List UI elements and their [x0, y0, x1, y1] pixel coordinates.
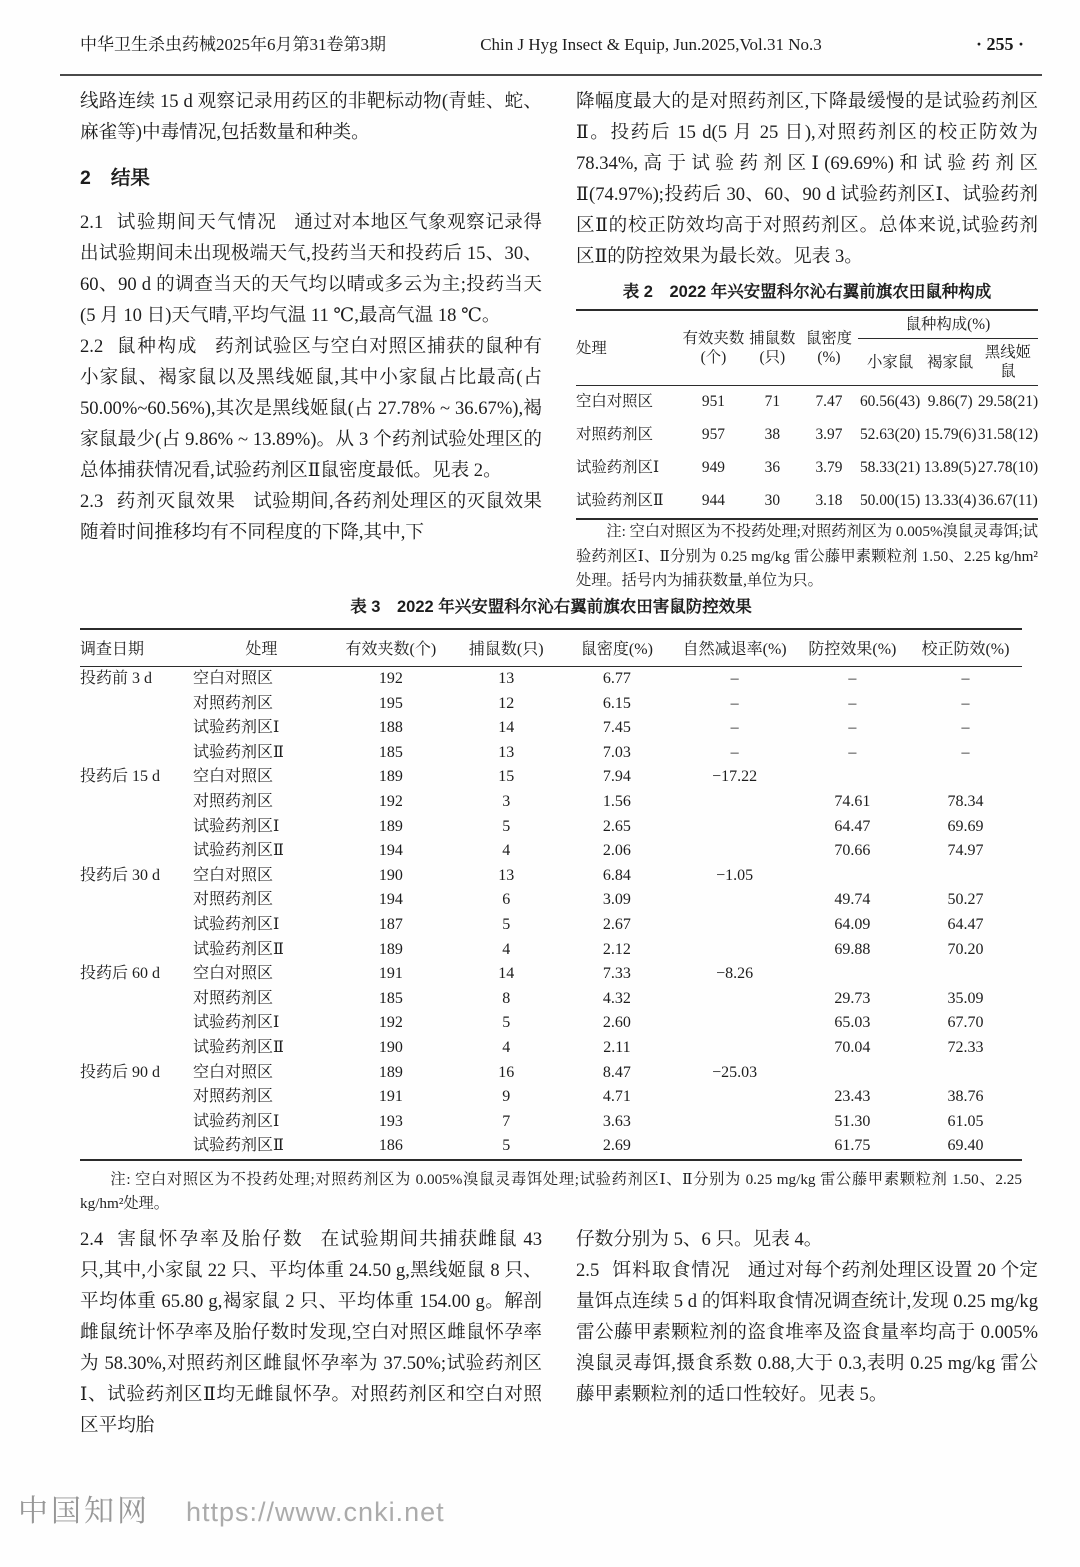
- table-row: [80, 888, 1022, 913]
- continuation-paragraph: 仔数分别为 5、6 只。见表 4。: [576, 1229, 823, 1250]
- table-cell: –: [848, 743, 857, 761]
- table-cell: [673, 913, 795, 938]
- section-2-3: [80, 486, 542, 548]
- table-cell: [673, 1036, 795, 1061]
- column-top-right: [576, 86, 1038, 594]
- section-text: 通过对每个药剂处理区设置 20 个定量饵点连续 5 d 的饵料取食情况调查统计,发现 0.25 mg/kg 雷公藤甲素颗粒剂的盗食堆率及盗食量率均高于 0.005%溴鼠灵毒饵,摄食系数 0.88,大于 0.3,表明 0.25 mg/kg 雷公藤甲素颗粒剂的适口性较好。见表 5。: [576, 1260, 1038, 1405]
- table-cell: 3.09: [602, 891, 631, 909]
- table-cell: 14: [498, 719, 515, 737]
- table-cell: 64.47: [947, 915, 984, 933]
- table-cell: 13: [498, 670, 515, 687]
- table-cell: 69.88: [834, 940, 871, 958]
- table-cell: [80, 1036, 193, 1061]
- table-row: [80, 790, 1022, 815]
- table-cell: 3.63: [602, 1112, 631, 1130]
- table-cell: 27.78(10): [977, 459, 1039, 476]
- column-group-header: 鼠种构成(%): [858, 310, 1038, 339]
- table-cell: 试验药剂区Ⅰ: [193, 1014, 280, 1032]
- table-cell: 193: [378, 1112, 403, 1130]
- table2-block: [576, 281, 1038, 594]
- section-text: 试验期间,各药剂处理区的灭鼠效果随着时间推移均有不同程度的下降,其中,下: [80, 491, 542, 543]
- table-cell: 4.32: [602, 989, 631, 1007]
- table-cell: [80, 741, 193, 766]
- table-cell: 7.33: [602, 965, 631, 983]
- column-top-left: [80, 86, 542, 548]
- table2-note: 注: 空白对照区为不投药处理;对照药剂区为 0.005%溴鼠灵毒饵;试验药剂区Ⅰ、Ⅱ分别为 0.25 mg/kg 雷公藤甲素颗粒剂 1.50、2.25 kg/hm²处理。括号内为捕获数量,单位为只。: [576, 523, 1038, 589]
- table-cell: 52.63(20): [859, 426, 921, 443]
- table-cell: 2.12: [602, 940, 631, 958]
- table-cell: –: [848, 719, 857, 737]
- table-cell: 对照药剂区: [193, 792, 274, 810]
- header-rule: [60, 74, 1042, 76]
- table-cell: 9: [502, 1088, 511, 1106]
- table-cell: 14: [498, 965, 515, 983]
- table-cell: 空白对照区: [576, 386, 682, 420]
- table-cell: 对照药剂区: [193, 989, 274, 1007]
- table-cell: 投药后 15 d: [80, 768, 161, 786]
- table-cell: 试验药剂区Ⅱ: [193, 842, 284, 860]
- table-cell: 试验药剂区Ⅰ: [193, 915, 280, 933]
- table-cell: 194: [378, 842, 403, 860]
- table-cell: [673, 938, 795, 963]
- section-number: 2.5: [576, 1260, 600, 1281]
- table-cell: –: [961, 719, 970, 737]
- table-cell: 空白对照区: [193, 965, 274, 983]
- table2: [576, 309, 1038, 520]
- table-cell: 投药前 3 d: [80, 670, 153, 687]
- column-header: 鼠密度(%): [560, 629, 673, 667]
- table-cell: 空白对照区: [193, 1063, 274, 1081]
- table-cell: 957: [701, 426, 725, 443]
- table-cell: 2.06: [602, 842, 631, 860]
- table-row: [80, 839, 1022, 864]
- section-number: 2.2: [80, 336, 104, 357]
- table-cell: 70.04: [834, 1038, 871, 1056]
- table-cell: 187: [378, 915, 403, 933]
- table-cell: [909, 962, 1022, 987]
- table-cell: –: [848, 694, 857, 712]
- table-cell: [909, 864, 1022, 889]
- heading-title: 结果: [110, 167, 150, 189]
- table-cell: 67.70: [947, 1014, 984, 1032]
- table-cell: 195: [378, 694, 403, 712]
- table-row: [576, 452, 1038, 485]
- table-cell: 13.89(5): [923, 459, 977, 476]
- table-cell: 64.09: [834, 915, 871, 933]
- table-cell: 61.75: [834, 1137, 871, 1155]
- table2-title: 表 2 2022 年兴安盟科尔沁右翼前旗农田鼠种构成: [622, 283, 992, 301]
- table-cell: [673, 987, 795, 1012]
- table-cell: 70.66: [834, 842, 871, 860]
- table-row: [80, 1134, 1022, 1160]
- table-cell: 31.58(12): [977, 426, 1039, 443]
- table-cell: [673, 815, 795, 840]
- table-cell: 29.58(21): [978, 386, 1038, 420]
- table-cell: 对照药剂区: [576, 426, 653, 443]
- column-header: 调查日期: [80, 629, 193, 667]
- table-cell: 38: [764, 426, 781, 443]
- table-cell: [796, 962, 909, 987]
- table-cell: 78.34: [947, 792, 984, 810]
- table-cell: 投药后 60 d: [80, 965, 161, 983]
- table-row: [80, 938, 1022, 963]
- table-cell: 3.79: [815, 459, 843, 476]
- table-cell: –: [961, 743, 970, 761]
- table-cell: 7.03: [602, 743, 631, 761]
- table-row: [80, 765, 1022, 790]
- table2-body: [576, 386, 1038, 520]
- table-cell: 16: [498, 1063, 515, 1081]
- column-header: 防控效果(%): [796, 629, 909, 667]
- running-head: [80, 30, 1024, 55]
- table-cell: [80, 839, 193, 864]
- table-cell: 4: [502, 940, 511, 958]
- table-cell: [80, 716, 193, 741]
- table-cell: 2.11: [603, 1038, 631, 1056]
- table-cell: 49.74: [834, 891, 871, 909]
- table-cell: 192: [378, 792, 403, 810]
- table-cell: 58.33(21): [859, 459, 921, 476]
- table-cell: –: [730, 694, 739, 712]
- section-text: 通过对本地区气象观察记录得出试验期间未出现极端天气,投药当天和投药后 15、30、60、90 d 的调查当天的天气均以晴或多云为主;投药当天(5 月 10 日)天气晴,平均气温 11 ℃,最高气温 18 ℃。: [80, 212, 542, 326]
- table-cell: 13: [498, 743, 515, 761]
- table-cell: 试验药剂区Ⅱ: [193, 743, 284, 761]
- table-cell: 1.56: [602, 792, 631, 810]
- section-title: 试验期间天气情况: [116, 212, 278, 233]
- table-cell: 5: [502, 1137, 511, 1155]
- column-header: 褐家鼠: [927, 353, 974, 371]
- table-cell: 试验药剂区Ⅱ: [193, 1038, 284, 1056]
- table2-header: [576, 310, 1038, 386]
- table-row: [80, 716, 1022, 741]
- table-row: [80, 987, 1022, 1012]
- table-cell: 2.67: [602, 915, 631, 933]
- table-cell: 4: [502, 842, 511, 860]
- cnki-watermark: [18, 1486, 445, 1530]
- column-bottom-left: [80, 1224, 542, 1441]
- table-cell: 64.47: [834, 817, 871, 835]
- table-cell: –: [961, 694, 970, 712]
- table-cell: 试验药剂区Ⅱ: [576, 492, 664, 509]
- table-cell: 3: [502, 792, 511, 810]
- journal-title-cn: 中华卫生杀虫药械2025年6月第31卷第3期: [80, 35, 386, 54]
- table-cell: 192: [378, 670, 403, 687]
- table-row: [80, 1085, 1022, 1110]
- table-cell: [909, 765, 1022, 790]
- table3-title: 表 3 2022 年兴安盟科尔沁右翼前旗农田害鼠防控效果: [350, 598, 752, 616]
- table-cell: 949: [701, 459, 725, 476]
- table-cell: [673, 1134, 795, 1160]
- table-cell: 74.97: [947, 842, 984, 860]
- table-cell: 188: [378, 719, 403, 737]
- table-cell: 2.60: [602, 1014, 631, 1032]
- column-header: 处理: [576, 339, 607, 357]
- table-cell: 189: [378, 940, 403, 958]
- table-cell: 2.65: [602, 817, 631, 835]
- column-header: 处理: [193, 629, 330, 667]
- section-2-4: [80, 1224, 542, 1441]
- table-cell: [80, 790, 193, 815]
- table-row: [576, 386, 1038, 420]
- table-cell: 试验药剂区Ⅰ: [193, 817, 280, 835]
- table-cell: 5: [502, 817, 511, 835]
- table-cell: 试验药剂区Ⅰ: [193, 719, 280, 737]
- table-cell: 191: [378, 965, 403, 983]
- section-2-1: [80, 207, 542, 331]
- table-cell: 6.84: [602, 866, 631, 884]
- table-cell: 60.56(43): [858, 386, 923, 420]
- table-cell: 50.00(15): [859, 492, 921, 509]
- table-cell: 36.67(11): [978, 492, 1038, 509]
- column-header: 校正防效(%): [909, 629, 1022, 667]
- table-cell: 7: [502, 1112, 511, 1130]
- table-row: [80, 1110, 1022, 1135]
- table-cell: 65.03: [834, 1014, 871, 1032]
- section-number: 2.1: [80, 212, 104, 233]
- column-header: 有效夹数(个): [330, 629, 452, 667]
- table-cell: 对照药剂区: [193, 1088, 274, 1106]
- column-header: 自然减退率(%): [673, 629, 795, 667]
- table-cell: 6.15: [602, 694, 631, 712]
- table-cell: 试验药剂区Ⅱ: [193, 940, 284, 958]
- table-cell: 30: [764, 492, 781, 509]
- table-cell: 4: [502, 1038, 511, 1056]
- table-cell: 192: [378, 1014, 403, 1032]
- table-cell: [80, 987, 193, 1012]
- table-cell: 72.33: [947, 1038, 984, 1056]
- table-cell: 投药后 30 d: [80, 866, 161, 884]
- section-title: 饵料取食情况: [612, 1260, 731, 1281]
- table3: [80, 628, 1022, 1161]
- table-cell: [796, 1061, 909, 1086]
- table-cell: [80, 888, 193, 913]
- table-cell: [80, 1011, 193, 1036]
- table-cell: 13.33(4): [923, 492, 977, 509]
- section-text: 在试验期间共捕获雌鼠 43 只,其中,小家鼠 22 只、平均体重 24.50 g,黑线姬鼠 8 只、平均体重 65.80 g,褐家鼠 2 只、平均体重 154.00 g。解剖雌鼠统计怀孕率及胎仔数时发现,空白对照区雌鼠怀孕率为 58.30%,对照药剂区雌鼠怀孕率为 37.50%;试验药剂区Ⅰ、试验药剂区Ⅱ均无雌鼠怀孕。对照药剂区和空白对照区平均胎: [80, 1229, 542, 1436]
- table-cell: [80, 1110, 193, 1135]
- table-cell: 试验药剂区Ⅰ: [193, 1112, 280, 1130]
- table-cell: 15.79(6): [923, 426, 977, 443]
- table-cell: [80, 692, 193, 717]
- table-row: [80, 913, 1022, 938]
- table3-header: [80, 629, 1022, 667]
- table-cell: 试验药剂区Ⅰ: [576, 459, 660, 476]
- table-row: [80, 1061, 1022, 1086]
- table-cell: [80, 938, 193, 963]
- table-cell: 189: [378, 817, 403, 835]
- table-cell: 189: [378, 768, 403, 786]
- table-cell: 空白对照区: [193, 866, 274, 884]
- table-cell: 3.97: [815, 426, 843, 443]
- table-cell: 对照药剂区: [193, 694, 274, 712]
- section-2-2: [80, 331, 542, 486]
- page-number: · 255 ·: [975, 34, 1024, 54]
- table-row: [80, 1011, 1022, 1036]
- table-cell: 190: [378, 866, 403, 884]
- table-cell: 61.05: [947, 1112, 984, 1130]
- table-cell: 8.47: [602, 1063, 631, 1081]
- table-cell: [673, 839, 795, 864]
- table-cell: 36: [764, 459, 781, 476]
- column-header: 鼠密度(%): [805, 330, 853, 366]
- table-row: [80, 667, 1022, 692]
- table-cell: 69.40: [947, 1137, 984, 1155]
- table-cell: 9.86(7): [922, 386, 977, 420]
- continuation-paragraph: 线路连续 15 d 观察记录用药区的非靶标动物(青蛙、蛇、麻雀等)中毒情况,包括数量和种类。: [80, 91, 542, 143]
- table-cell: 185: [378, 743, 403, 761]
- table-cell: –: [848, 670, 857, 687]
- section-text: 药剂试验区与空白对照区捕获的鼠种有小家鼠、褐家鼠以及黑线姬鼠,其中小家鼠占比最高(占 50.00%~60.56%),其次是黑线姬鼠(占 27.78% ~ 36.67%),褐家鼠最少(占 9.86% ~ 13.89%)。从 3 个药剂试验处理区的总体捕获情况看,试验药剂区Ⅱ鼠密度最低。见表 2。: [80, 336, 542, 481]
- table-cell: 51.30: [834, 1112, 871, 1130]
- table-cell: 13: [498, 866, 515, 884]
- column-bottom-right: [576, 1224, 1038, 1410]
- table-cell: 7.47: [800, 386, 858, 420]
- table-cell: 71: [745, 386, 800, 420]
- table-cell: −25.03: [712, 1063, 758, 1081]
- table-cell: 23.43: [834, 1088, 871, 1106]
- section-number: 2.4: [80, 1229, 104, 1250]
- table-cell: –: [730, 719, 739, 737]
- heading-number: 2: [80, 167, 91, 189]
- table-row: [576, 419, 1038, 452]
- table-cell: 6.77: [602, 670, 631, 687]
- column-header: 捕鼠数(只): [749, 330, 796, 366]
- table-cell: [796, 864, 909, 889]
- table-cell: 191: [378, 1088, 403, 1106]
- cnki-url: https://www.cnki.net: [186, 1497, 445, 1527]
- table-cell: 空白对照区: [193, 768, 274, 786]
- table-cell: 69.69: [947, 817, 984, 835]
- table3-block: [80, 596, 1022, 1217]
- table-row: [80, 741, 1022, 766]
- table-row: [80, 864, 1022, 889]
- table-cell: [80, 815, 193, 840]
- table-row: [80, 692, 1022, 717]
- section-title: 害鼠怀孕率及胎仔数: [116, 1229, 304, 1250]
- table-row: [80, 1036, 1022, 1061]
- table-cell: 12: [498, 694, 515, 712]
- table-cell: 74.61: [834, 792, 871, 810]
- column-header: 小家鼠: [867, 353, 914, 371]
- table-cell: 7.45: [602, 719, 631, 737]
- column-header: 捕鼠数(只): [452, 629, 560, 667]
- section-title: 药剂灭鼠效果: [116, 491, 237, 512]
- table-cell: 8: [502, 989, 511, 1007]
- table-cell: [796, 765, 909, 790]
- column-header: 黑线姬鼠: [984, 344, 1032, 380]
- table-cell: –: [730, 670, 739, 687]
- table-cell: 2.69: [602, 1137, 631, 1155]
- table-cell: 空白对照区: [193, 670, 274, 687]
- table-cell: 5: [502, 915, 511, 933]
- section-heading-results: [80, 163, 542, 194]
- cnki-brand: 中国知网: [18, 1495, 150, 1528]
- table-cell: 951: [682, 386, 744, 420]
- table-cell: [80, 913, 193, 938]
- table-cell: 186: [378, 1137, 403, 1155]
- table-cell: −17.22: [712, 768, 758, 786]
- table-cell: [673, 888, 795, 913]
- table-cell: [673, 1011, 795, 1036]
- table-cell: [80, 1085, 193, 1110]
- continuation-paragraph: 降幅度最大的是对照药剂区,下降最缓慢的是试验药剂区Ⅱ。投药后 15 d(5 月 25 日),对照药剂区的校正防效为 78.34%,高于试验药剂区Ⅰ(69.69%)和试验药剂区Ⅱ(74.97%);投药后 30、60、90 d 试验药剂区Ⅰ、试验药剂区Ⅱ的校正防效均高于对照药剂区。总体来说,试验药剂区Ⅱ的防控效果为最长效。见表 3。: [576, 91, 1038, 267]
- table3-body: [80, 667, 1022, 1160]
- table-cell: 194: [378, 891, 403, 909]
- table-cell: –: [961, 670, 970, 687]
- table-cell: [673, 1110, 795, 1135]
- table-row: [80, 815, 1022, 840]
- table-cell: 35.09: [947, 989, 984, 1007]
- table-row: [80, 962, 1022, 987]
- table-cell: [673, 1085, 795, 1110]
- table-cell: 70.20: [947, 940, 984, 958]
- table-cell: −8.26: [716, 965, 754, 983]
- table-row: [576, 485, 1038, 519]
- table-cell: 15: [498, 768, 515, 786]
- table-cell: 29.73: [834, 989, 871, 1007]
- table-cell: 7.94: [602, 768, 631, 786]
- table-cell: 189: [378, 1063, 403, 1081]
- table-cell: 185: [378, 989, 403, 1007]
- table-cell: 投药后 90 d: [80, 1063, 161, 1081]
- table-cell: [909, 1061, 1022, 1086]
- journal-title-en: Chin J Hyg Insect & Equip, Jun.2025,Vol.31 No.3: [480, 35, 822, 54]
- table-cell: 3.18: [815, 492, 843, 509]
- table-cell: 944: [701, 492, 725, 509]
- table-cell: [80, 1134, 193, 1160]
- table-cell: 4.71: [602, 1088, 631, 1106]
- table-cell: –: [730, 743, 739, 761]
- column-header: 有效夹数(个): [682, 330, 745, 366]
- table-cell: 50.27: [947, 891, 984, 909]
- table-cell: 试验药剂区Ⅱ: [193, 1137, 284, 1155]
- section-number: 2.3: [80, 491, 104, 512]
- section-2-5: [576, 1255, 1038, 1410]
- table-cell: 190: [378, 1038, 403, 1056]
- table-cell: 38.76: [947, 1088, 984, 1106]
- table-cell: 对照药剂区: [193, 891, 274, 909]
- table3-note: 注: 空白对照区为不投药处理;对照药剂区为 0.005%溴鼠灵毒饵处理;试验药剂区Ⅰ、Ⅱ分别为 0.25 mg/kg 雷公藤甲素颗粒剂 1.50、2.25 kg/hm²处理。: [80, 1170, 1022, 1213]
- table-cell: 6: [502, 891, 511, 909]
- table-cell: [673, 790, 795, 815]
- table-cell: 5: [502, 1014, 511, 1032]
- section-title: 鼠种构成: [116, 336, 199, 357]
- table-cell: −1.05: [716, 866, 754, 884]
